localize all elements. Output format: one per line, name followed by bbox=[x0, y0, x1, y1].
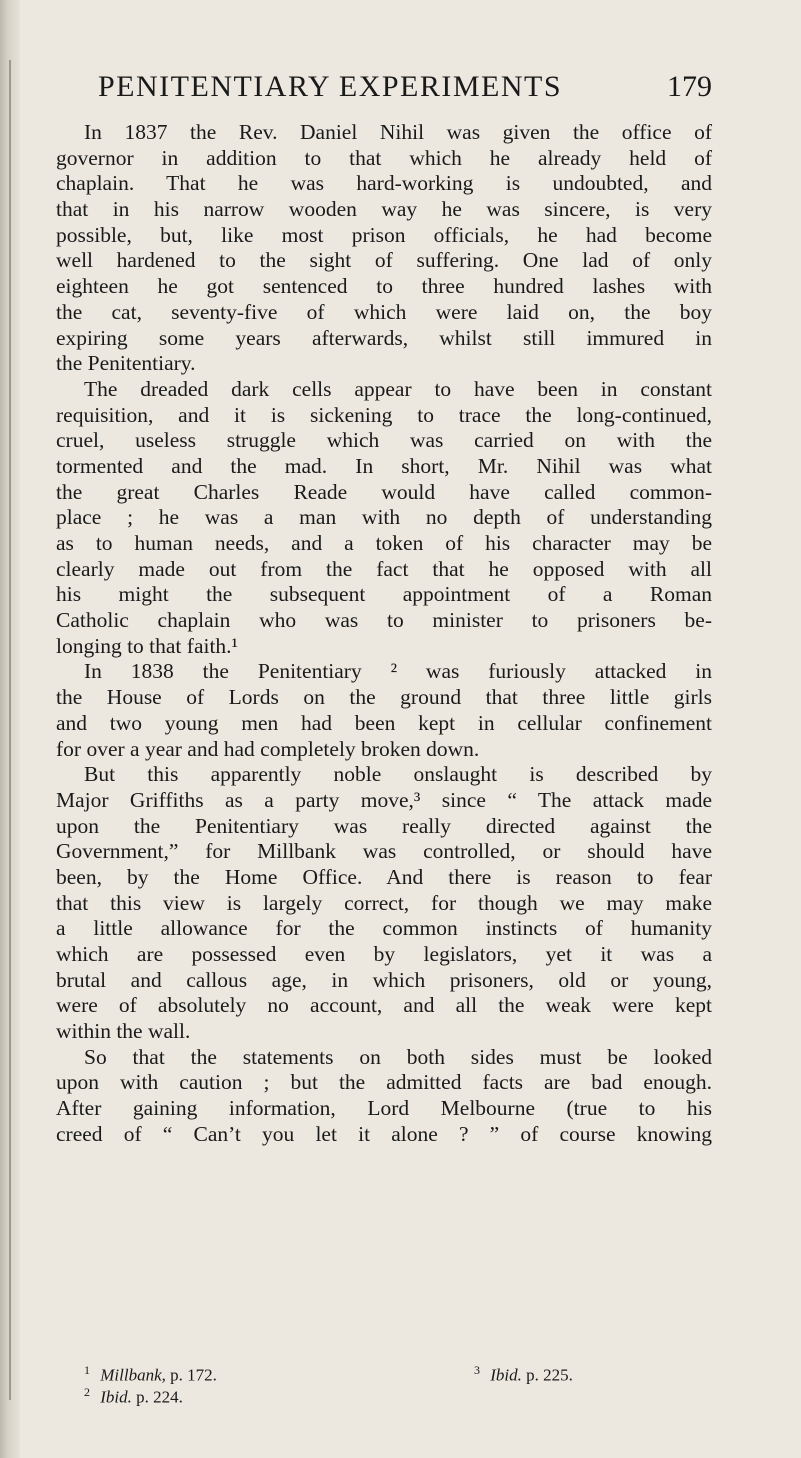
text-line: been, by the Home Office. And there is reason to fear bbox=[56, 864, 712, 889]
text-line: tormented and the mad. In short, Mr. Nihil was what bbox=[56, 453, 712, 478]
text-line: brutal and callous age, in which prisoners, old or young, bbox=[56, 967, 712, 992]
text-line: upon with caution ; but the admitted facts are bad enough. bbox=[56, 1070, 712, 1095]
text-line: for over a year and had completely broken down. bbox=[56, 736, 480, 761]
text-line: requisition, and it is sickening to trace the long-continued, bbox=[56, 402, 712, 427]
text-line: place ; he was a man with no depth of understanding bbox=[56, 505, 712, 530]
text-line: cruel, useless struggle which was carried on with the bbox=[56, 428, 712, 453]
text-line: In 1838 the Penitentiary ² was furiously attacked in bbox=[84, 659, 712, 684]
page-number: 179 bbox=[667, 70, 712, 103]
text-line: within the wall. bbox=[56, 1019, 191, 1044]
footnote-mark: 1 bbox=[84, 1363, 90, 1377]
text-line: Government,” for Millbank was controlled, or should have bbox=[56, 839, 712, 864]
text-line: were of absolutely no account, and all the weak were kept bbox=[56, 993, 712, 1018]
footnote-page: p. 224. bbox=[136, 1387, 183, 1407]
text-line: as to human needs, and a token of his character may be bbox=[56, 531, 712, 555]
footnote-mark: 3 bbox=[474, 1363, 480, 1377]
footnote-work: Millbank, bbox=[100, 1365, 166, 1385]
text-line: a little allowance for the common instincts of humanity bbox=[56, 916, 712, 941]
text-line: In 1837 the Rev. Daniel Nihil was given the office of bbox=[84, 120, 712, 144]
footnote-mark: 2 bbox=[84, 1385, 90, 1399]
page-gutter bbox=[0, 0, 20, 1458]
text-line: clearly made out from the fact that he opposed with all bbox=[56, 556, 712, 581]
text-line: well hardened to the sight of suffering. One lad of only bbox=[56, 248, 712, 273]
footnote-2 bbox=[84, 1381, 183, 1409]
text-line: the Penitentiary. bbox=[56, 351, 196, 376]
footnote-work: Ibid. bbox=[100, 1387, 132, 1407]
text-line: Catholic chaplain who was to minister to prisoners be- bbox=[56, 608, 712, 633]
text-line: that this view is largely correct, for though we may make bbox=[56, 890, 712, 915]
footnote-row bbox=[84, 1381, 684, 1407]
text-line: So that the statements on both sides must be looked bbox=[84, 1044, 712, 1069]
running-title: PENITENTIARY EXPERIMENTS bbox=[98, 70, 563, 103]
text-line: creed of “ Can’t you let it alone ? ” of course knowing bbox=[56, 1121, 712, 1146]
text-line: the cat, seventy-five of which were laid on, the boy bbox=[56, 299, 712, 324]
text-line: Major Griffiths as a party move,³ since “ The attack made bbox=[56, 787, 712, 812]
text-line: and two young men had been kept in cellular confinement bbox=[56, 710, 712, 735]
text-line: the great Charles Reade would have called common- bbox=[56, 479, 712, 504]
text-line: upon the Penitentiary was really directed against the bbox=[56, 813, 712, 838]
running-head bbox=[98, 70, 712, 110]
text-line: After gaining information, Lord Melbourne (true to his bbox=[56, 1096, 712, 1121]
footnote-row bbox=[84, 1359, 684, 1385]
footnote-work: Ibid. bbox=[490, 1365, 522, 1385]
text-line: The dreaded dark cells appear to have been in constant bbox=[84, 376, 712, 401]
text-line: his might the subsequent appointment of a Roman bbox=[56, 582, 712, 607]
text-line: governor in addition to that which he already held of bbox=[56, 145, 712, 170]
footnote-page: p. 172. bbox=[170, 1365, 217, 1385]
gutter-line bbox=[9, 60, 11, 1400]
text-line: expiring some years afterwards, whilst still immured in bbox=[56, 325, 712, 350]
text-line: which are possessed even by legislators, yet it was a bbox=[56, 942, 712, 966]
text-line: But this apparently noble onslaught is described by bbox=[84, 762, 712, 787]
footnote-page: p. 225. bbox=[526, 1365, 573, 1385]
text-line: that in his narrow wooden way he was sincere, is very bbox=[56, 197, 712, 222]
text-line: the House of Lords on the ground that three little girls bbox=[56, 685, 712, 710]
footnotes bbox=[84, 1359, 684, 1407]
text-line: eighteen he got sentenced to three hundred lashes with bbox=[56, 274, 712, 299]
text-line: longing to that faith.¹ bbox=[56, 633, 239, 658]
body-text bbox=[56, 120, 712, 1148]
text-line: possible, but, like most prison officials, he had become bbox=[56, 222, 712, 247]
text-line: chaplain. That he was hard-working is undoubted, and bbox=[56, 171, 712, 196]
